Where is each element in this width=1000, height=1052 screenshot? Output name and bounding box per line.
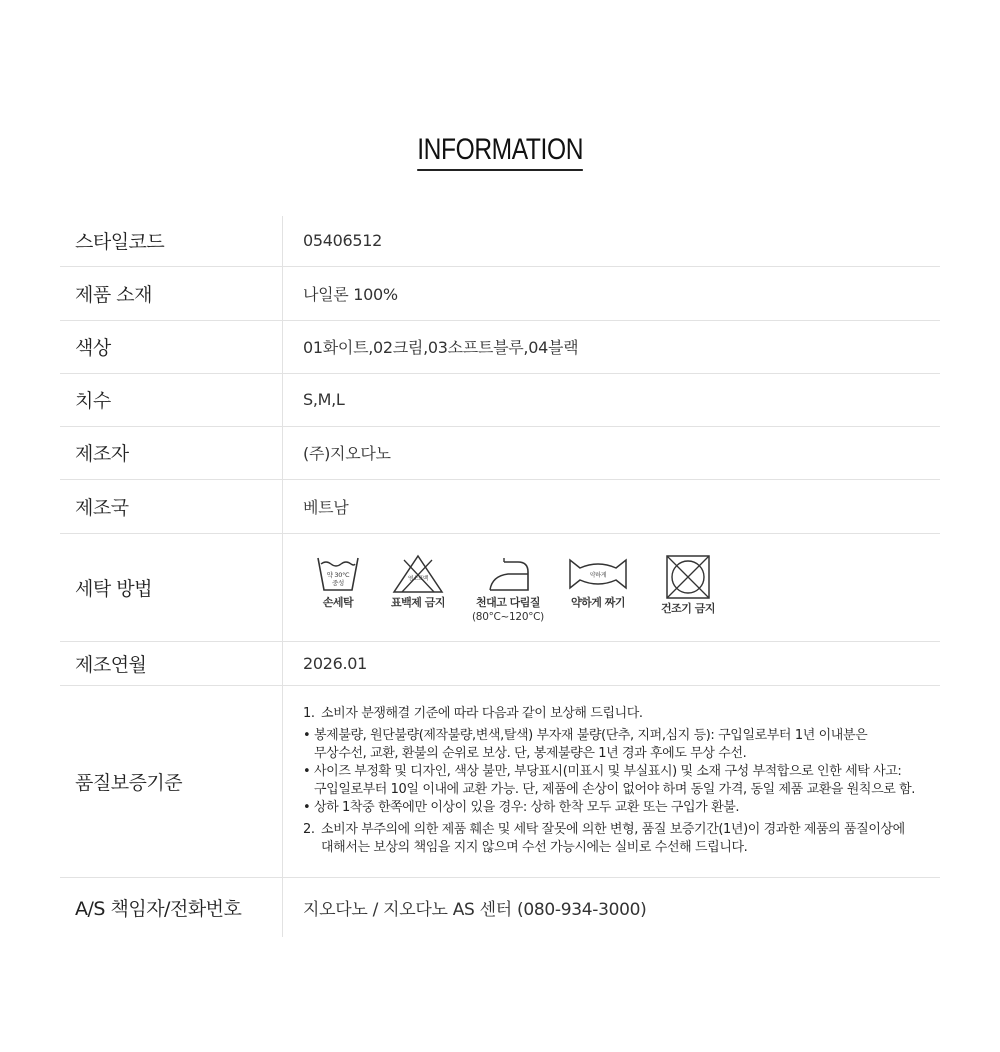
row-label: 제품 소재 [60,266,283,320]
row-label: 제조자 [60,426,283,479]
row-label: 치수 [60,373,283,426]
iron-icon [484,554,532,594]
row-label: 스타일코드 [60,216,283,266]
item-text: 소비자 분쟁해결 기준에 따라 다음과 같이 보상해 드립니다. [321,706,643,721]
table-row [60,320,940,373]
laundry-item-iron [463,554,553,624]
laundry-caption: 건조기 금지 [661,602,715,615]
quality-label: 품질보증기준 [60,685,283,877]
table-row [60,479,940,533]
quality-item-1 [303,705,940,723]
item-number: 1. [303,706,315,721]
table-row [60,266,940,320]
no-bleach-triangle-icon [392,554,444,594]
bullet-1 [303,727,940,745]
bullet-3 [303,799,940,817]
laundry-item-wring [553,554,643,610]
laundry-caption: 손세탁 [322,596,354,609]
hand-wash-temp: 약 30°C [326,571,350,579]
no-tumble-dry-icon [665,554,711,600]
row-label: 제조연월 [60,641,283,685]
no-bleach-text: 염소표백 [407,576,429,582]
row-label: 색상 [60,320,283,373]
item-text: 소비자 부주의에 의한 제품 훼손 및 세탁 잘못에 의한 변형, 품질 보증기간(1년)이 경과한 제품의 품질이상에 [321,822,905,837]
quality-text [303,705,940,857]
bullet-dot: • [303,800,311,815]
wring-text: 약하게 [589,572,607,579]
laundry-value [283,533,941,641]
row-value: 01화이트,02크림,03소프트블루,04블랙 [283,320,941,373]
bullet-dot: • [303,764,311,779]
row-value: 나일론 100% [283,266,941,320]
gentle-wring-icon [568,554,628,594]
laundry-subcaption: (80°C~120°C) [472,611,544,623]
page-title: INFORMATION [417,132,583,171]
quality-row [60,685,940,877]
bullet-continuation: 무상수선, 교환, 환불의 순위로 보상. 단, 봉제불량은 1년 경과 후에도 무상 수선. [314,746,747,761]
info-table [60,216,940,937]
bullet-text: 상하 1착중 한쪽에만 이상이 있을 경우: 상하 한착 모두 교환 또는 구입가 환불. [314,800,740,815]
laundry-item-no-bleach [373,554,463,610]
bullet-2 [303,763,940,781]
quality-value [283,685,941,877]
row-value: (주)지오다노 [283,426,941,479]
row-label: 제조국 [60,479,283,533]
bullet-text: 사이즈 부정확 및 디자인, 색상 불만, 부당표시(미표시 및 부실표시) 및 소재 구성 부적합으로 인한 세탁 사고: [314,764,902,779]
row-label: A/S 책임자/전화번호 [60,877,283,937]
item-number: 2. [303,822,315,837]
laundry-icons [303,554,940,624]
bullet-text: 봉제불량, 원단불량(제작불량,변색,탈색) 부자재 불량(단추, 지퍼,심지 등): 구입일로부터 1년 이내분은 [314,728,868,743]
laundry-caption: 천대고 다림질 [475,596,541,609]
quality-item-2 [303,821,940,839]
table-row [60,641,940,685]
title-wrap [0,132,1000,171]
row-value: 지오다노 / 지오다노 AS 센터 (080-934-3000) [303,899,647,920]
hand-wash-detergent: 중성 [332,579,344,587]
table-row [60,877,940,937]
table-row [60,426,940,479]
laundry-label: 세탁 방법 [60,533,283,641]
row-value: 2026.01 [283,641,941,685]
table-row [60,373,940,426]
row-value: 베트남 [283,479,941,533]
item-continuation: 대해서는 보상의 책임을 지지 않으며 수선 가능시에는 실비로 수선해 드립니다. [321,840,748,855]
row-value: S,M,L [283,373,941,426]
bullet-dot: • [303,728,311,743]
laundry-item-hand-wash [303,554,373,610]
bullet-continuation: 구입일로부터 10일 이내에 교환 가능. 단, 제품에 손상이 없어야 하며 동일 가격, 동일 제품 교환을 원칙으로 함. [314,782,916,797]
row-value: 05406512 [283,216,941,266]
hand-wash-tub-icon [316,554,360,594]
laundry-row [60,533,940,641]
laundry-caption: 표백제 금지 [391,596,445,609]
table-row [60,216,940,266]
laundry-caption: 약하게 짜기 [571,596,625,609]
laundry-item-no-dryer [643,554,733,616]
